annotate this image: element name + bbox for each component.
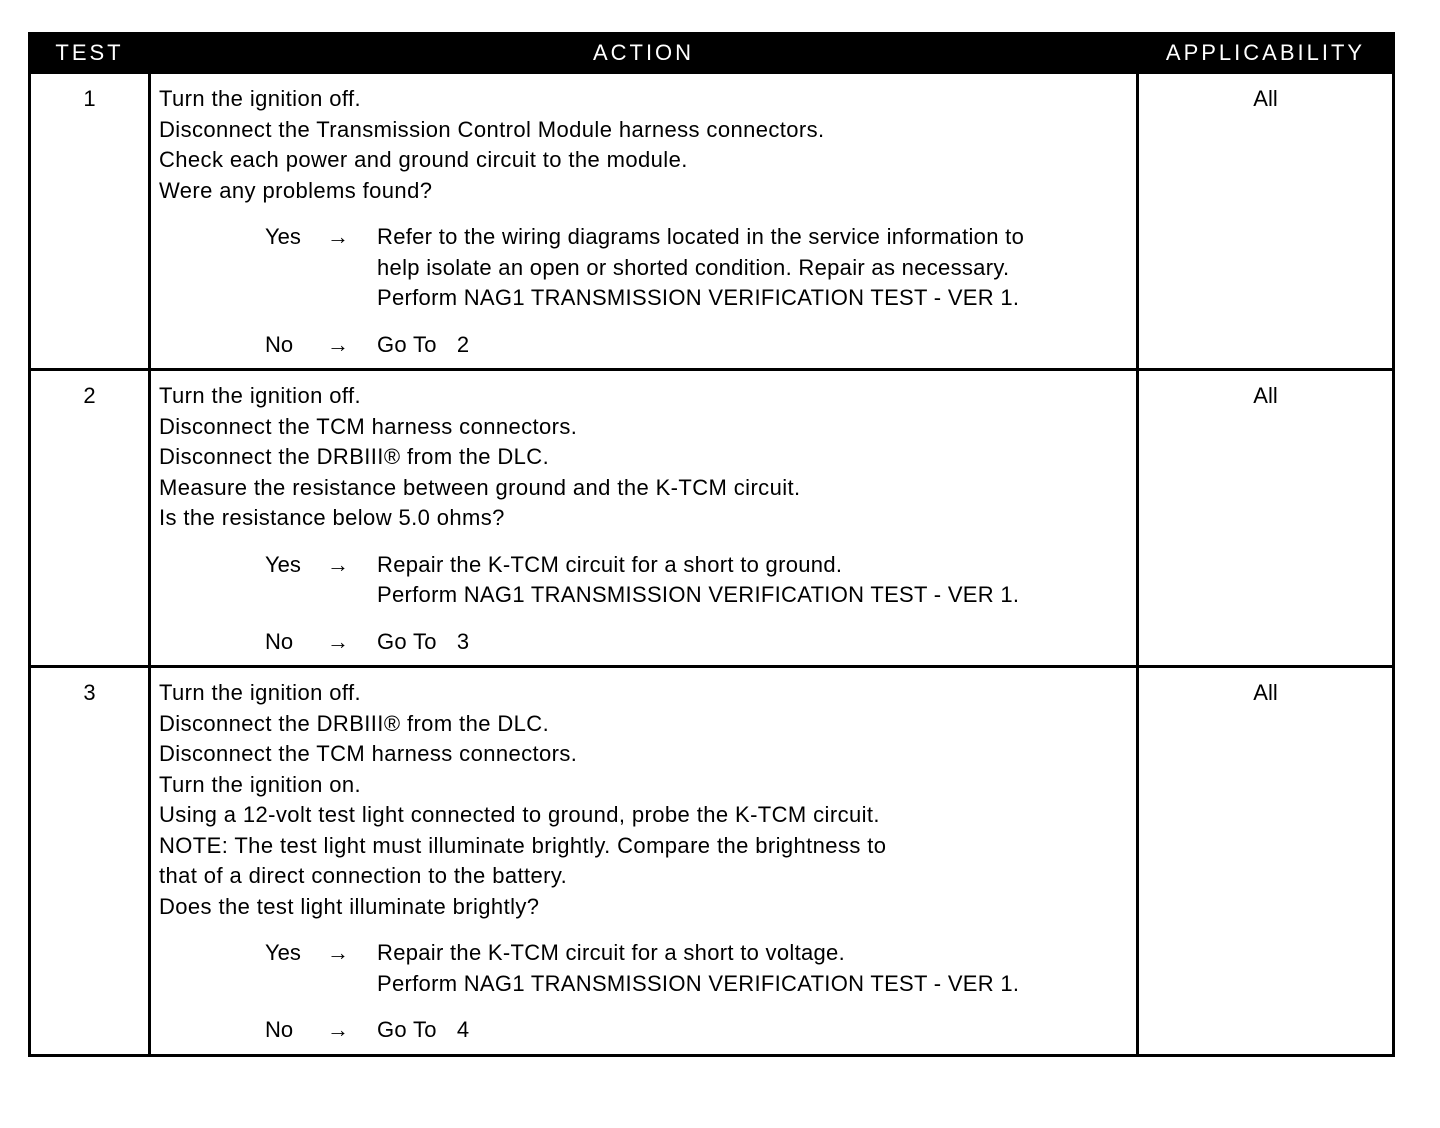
yes-result bbox=[159, 222, 1130, 314]
step-line: Turn the ignition on. bbox=[159, 771, 362, 797]
diagnostic-test-sheet bbox=[28, 32, 1392, 1057]
no-label: No bbox=[265, 1017, 294, 1042]
no-label: No bbox=[265, 331, 294, 357]
yes-instructions bbox=[377, 938, 1130, 999]
yes-line: Perform NAG1 TRANSMISSION VERIFICATION TEST - VER 1. bbox=[377, 970, 1020, 996]
no-goto bbox=[377, 330, 1130, 361]
yes-label: Yes bbox=[265, 551, 301, 577]
applicability-value: All bbox=[1138, 667, 1394, 1056]
action-cell bbox=[150, 667, 1138, 1056]
yes-label: Yes bbox=[265, 940, 301, 965]
goto-text: Go To bbox=[377, 1017, 437, 1042]
no-result bbox=[159, 330, 1130, 361]
step-line: Using a 12-volt test light connected to ground, probe the K-TCM circuit. bbox=[159, 802, 880, 827]
yes-result bbox=[159, 550, 1130, 611]
arrow-right-icon: → bbox=[327, 331, 349, 357]
table-row bbox=[30, 73, 1394, 370]
header-applicability: APPLICABILITY bbox=[1138, 34, 1394, 73]
yes-line: Perform NAG1 TRANSMISSION VERIFICATION TEST - VER 1. bbox=[377, 582, 1020, 607]
table-row bbox=[30, 667, 1394, 1056]
action-cell bbox=[150, 370, 1138, 667]
arrow-right-icon: → bbox=[327, 940, 349, 965]
yes-line: Repair the K-TCM circuit for a short to ground. bbox=[377, 551, 843, 577]
goto-text: Go To bbox=[377, 628, 437, 654]
step-line: Disconnect the TCM harness connectors. bbox=[159, 741, 578, 766]
yes-instructions bbox=[377, 222, 1130, 314]
no-goto bbox=[377, 1015, 1130, 1046]
step-line: Disconnect the Transmission Control Module harness connectors. bbox=[159, 116, 825, 142]
goto-text: Go To bbox=[377, 331, 437, 357]
yes-label: Yes bbox=[265, 224, 301, 249]
yes-line: Perform NAG1 TRANSMISSION VERIFICATION TEST - VER 1. bbox=[377, 285, 1020, 310]
step-line: Measure the resistance between ground and the K-TCM circuit. bbox=[159, 474, 801, 500]
yes-line: help isolate an open or shorted condition. Repair as necessary. bbox=[377, 254, 1010, 280]
step-line: Turn the ignition off. bbox=[159, 383, 362, 408]
step-line: Disconnect the TCM harness connectors. bbox=[159, 413, 578, 439]
action-cell bbox=[150, 73, 1138, 370]
step-line: Disconnect the DRBIII® from the DLC. bbox=[159, 444, 550, 469]
step-line: Disconnect the DRBIII® from the DLC. bbox=[159, 710, 550, 736]
yes-result bbox=[159, 938, 1130, 999]
goto-number: 4 bbox=[456, 1017, 470, 1042]
yes-line: Repair the K-TCM circuit for a short to voltage. bbox=[377, 940, 846, 965]
test-number: 3 bbox=[30, 667, 150, 1056]
no-goto bbox=[377, 627, 1130, 658]
test-number: 1 bbox=[30, 73, 150, 370]
note-line: that of a direct connection to the battery. bbox=[159, 863, 568, 888]
table-row bbox=[30, 370, 1394, 667]
arrow-right-icon: → bbox=[327, 551, 349, 577]
goto-number: 3 bbox=[456, 628, 470, 654]
header-action: ACTION bbox=[150, 34, 1138, 73]
step-line: Turn the ignition off. bbox=[159, 86, 362, 111]
test-number: 2 bbox=[30, 370, 150, 667]
no-result bbox=[159, 627, 1130, 658]
arrow-right-icon: → bbox=[327, 224, 349, 249]
table-header-row bbox=[30, 34, 1394, 73]
arrow-right-icon: → bbox=[327, 628, 349, 654]
diagnostic-test-table bbox=[28, 32, 1395, 1057]
applicability-value: All bbox=[1138, 73, 1394, 370]
arrow-right-icon: → bbox=[327, 1017, 349, 1042]
step-line: Turn the ignition off. bbox=[159, 680, 362, 705]
no-result bbox=[159, 1015, 1130, 1046]
yes-line: Refer to the wiring diagrams located in the service information to bbox=[377, 224, 1025, 249]
no-label: No bbox=[265, 628, 294, 654]
step-line: Check each power and ground circuit to the module. bbox=[159, 147, 688, 172]
step-line: Does the test light illuminate brightly? bbox=[159, 893, 540, 919]
goto-number: 2 bbox=[456, 331, 470, 357]
step-line: Were any problems found? bbox=[159, 177, 433, 203]
yes-instructions bbox=[377, 550, 1130, 611]
header-test: TEST bbox=[30, 34, 150, 73]
applicability-value: All bbox=[1138, 370, 1394, 667]
note-line: NOTE: The test light must illuminate brightly. Compare the brightness to bbox=[159, 832, 887, 858]
step-line: Is the resistance below 5.0 ohms? bbox=[159, 505, 505, 530]
